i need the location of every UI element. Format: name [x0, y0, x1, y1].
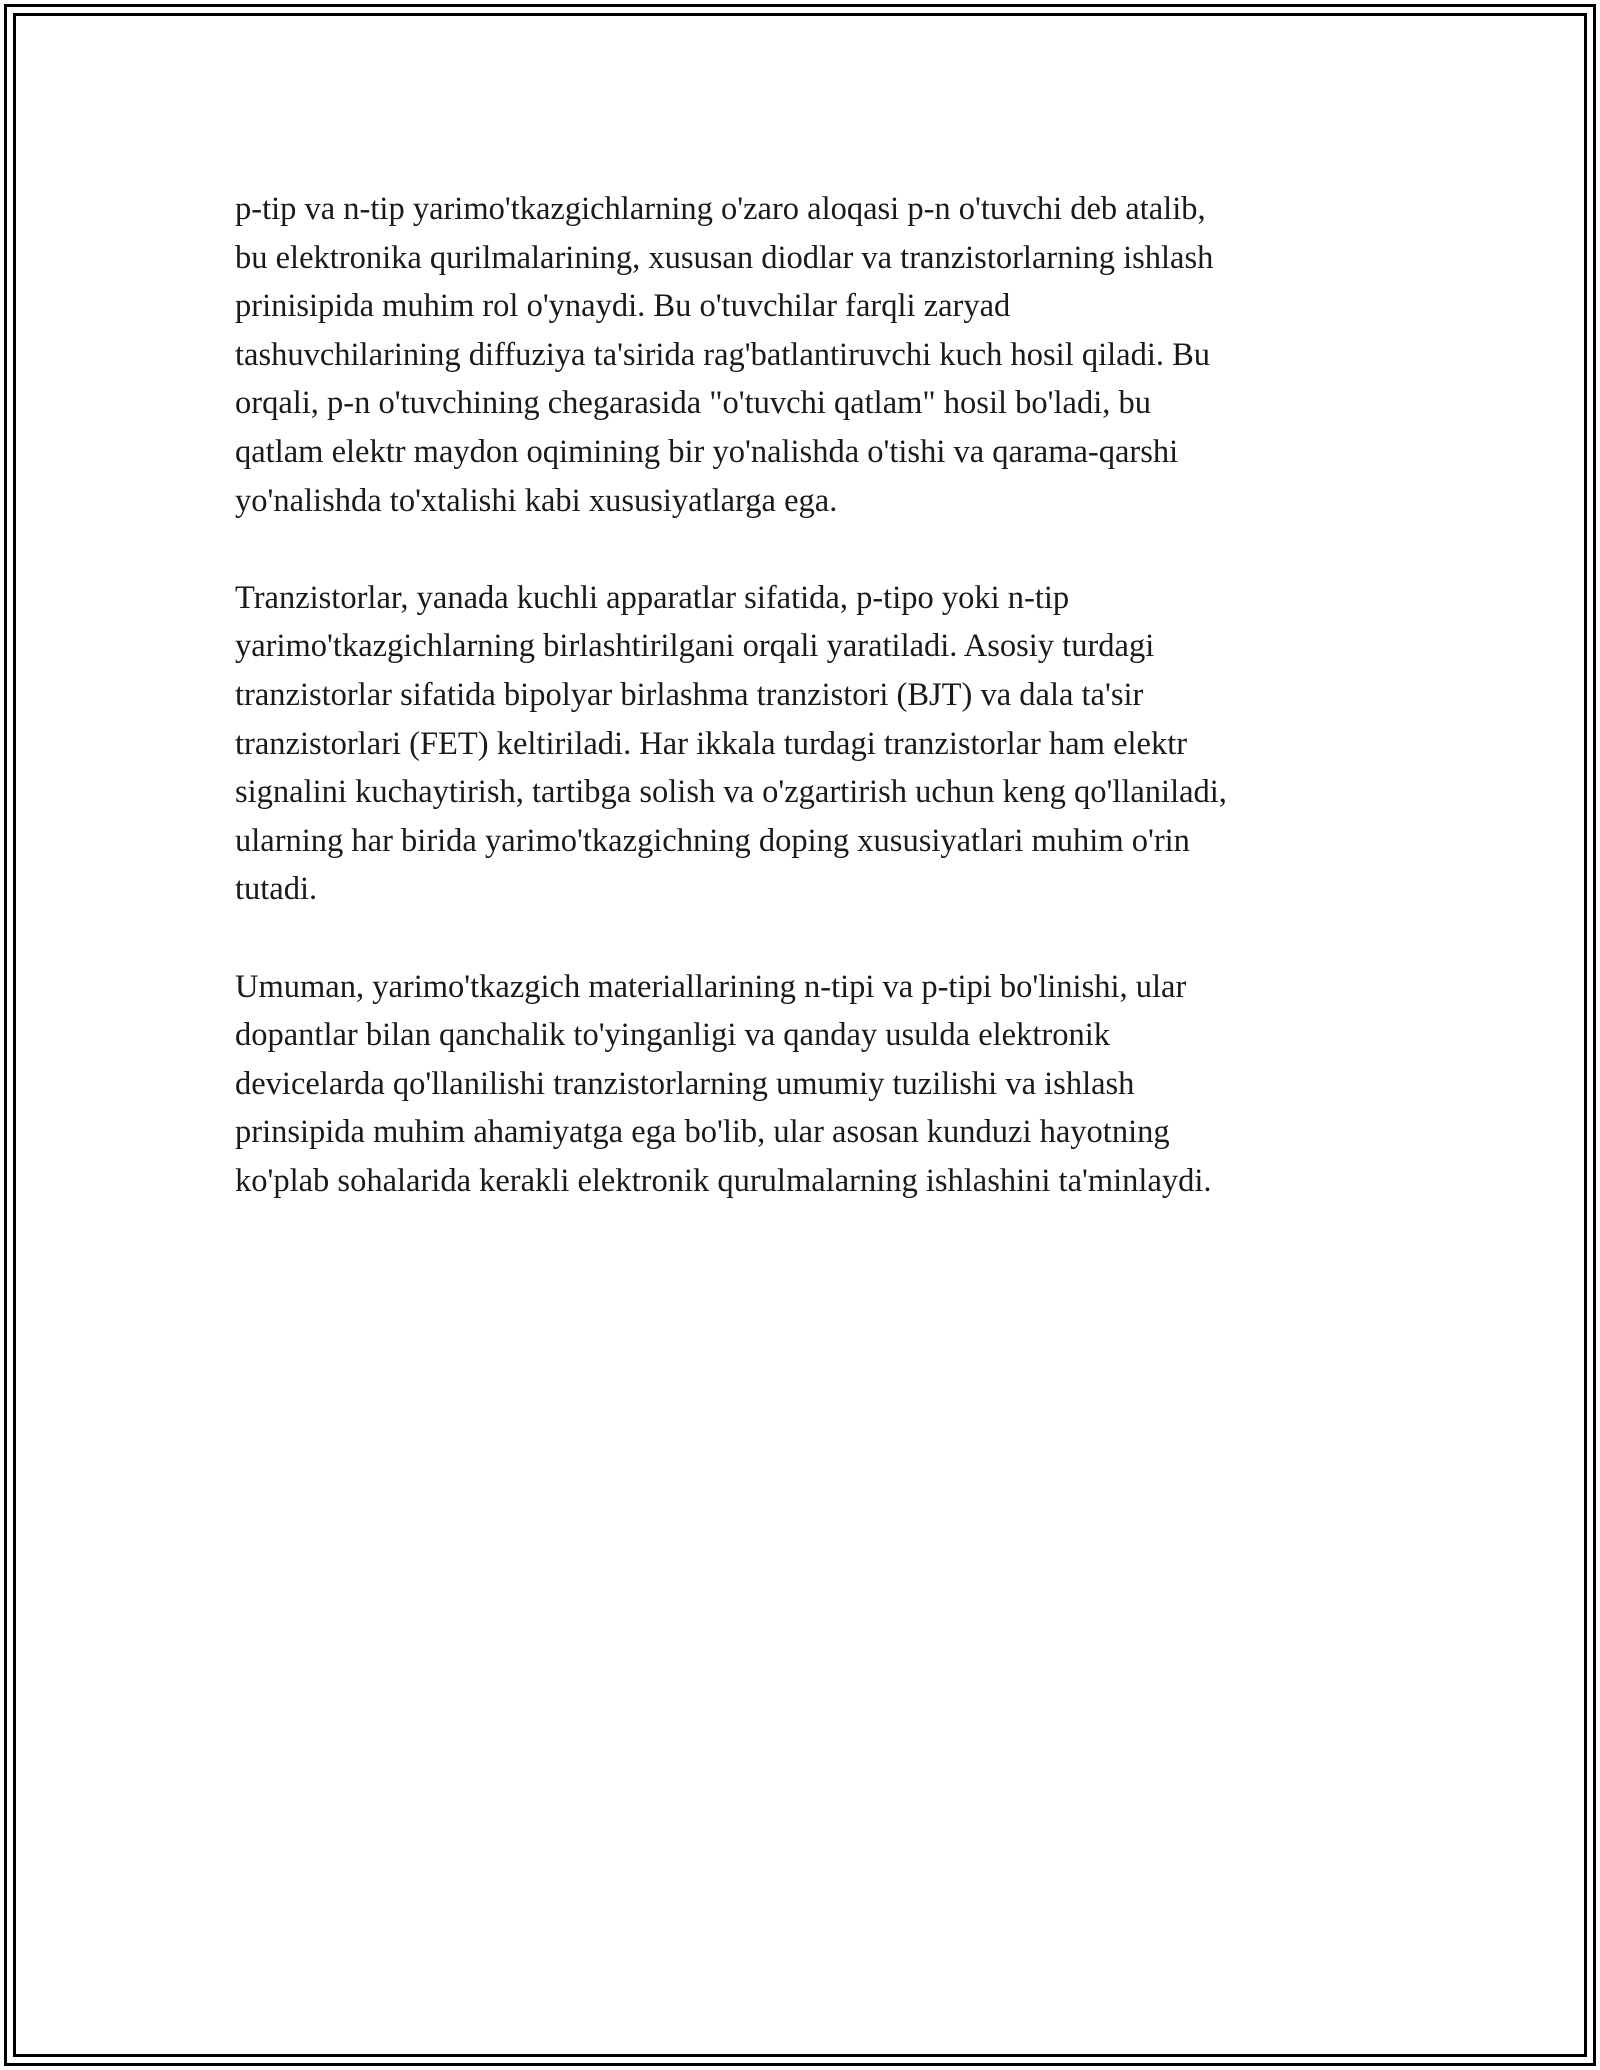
- document-body: [235, 185, 1375, 1254]
- paragraph-2: Tranzistorlar, yanada kuchli apparatlar sifatida, p-tipo yoki n-tip yarimo'tkazgichlarning birlashtirilgani orqali yaratiladi. Asosiy turdagi tranzistorlar sifatida bipolyar birlashma tranzistori (BJT) va dala ta'sir tranzistorlari (FET) keltiriladi. Har ikkala turdagi tranzistorlar ham elektr signalini kuchaytirish, tartibga solish va o'zgartirish uchun keng qo'llaniladi, ularning har birida yarimo'tkazgichning doping xususiyatlari muhim o'rin tutadi.: [235, 579, 1227, 908]
- paragraph-1: p-tip va n-tip yarimo'tkazgichlarning o'zaro aloqasi p-n o'tuvchi deb atalib, bu elektronika qurilmalarining, xususan diodlar va tranzistorlarning ishlash prinisipida muhim rol o'ynaydi. Bu o'tuvchilar farqli zaryad tashuvchilarining diffuziya ta'sirida rag'batlantiruvchi kuch hosil qiladi. Bu orqali, p-n o'tuvchining chegarasida "o'tuvchi qatlam" hosil bo'ladi, bu qatlam elektr maydon oqimining bir yo'nalishda o'tishi va qarama-qarshi yo'nalishda to'xtalishi kabi xususiyatlarga ega.: [235, 191, 1214, 519]
- paragraph-3: Umuman, yarimo'tkazgich materiallarining n-tipi va p-tipi bo'linishi, ular dopantlar bilan qanchalik to'yinganligi va qanday usulda elektronik devicelarda qo'llanilishi tranzistorlarning umumiy tuzilishi va ishlash prinsipida muhim ahamiyatga ega bo'lib, ular asosan kunduzi hayotning ko'plab sohalarida kerakli elektronik qurulmalarning ishlashini ta'minlaydi.: [235, 968, 1212, 1199]
